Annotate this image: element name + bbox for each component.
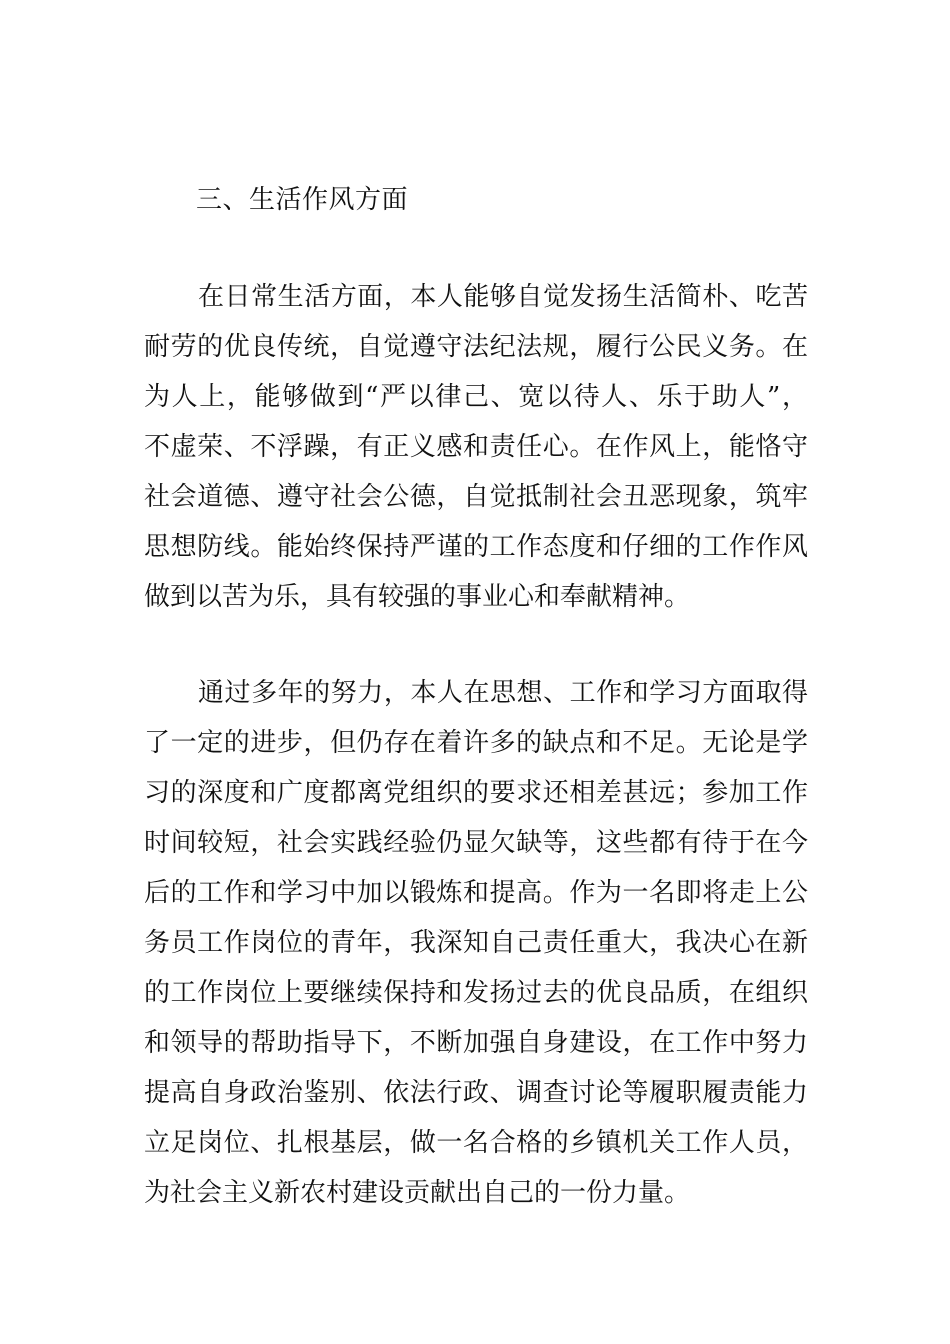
- paragraph-line: 思想防线。能始终保持严谨的工作态度和仔细的工作作风: [144, 532, 808, 562]
- paragraph-summary: [144, 668, 808, 1218]
- paragraph-line: 习的深度和广度都离党组织的要求还相差甚远；参加工作: [144, 778, 808, 808]
- paragraph-line: 和领导的帮助指导下，不断加强自身建设，在工作中努力: [144, 1028, 808, 1058]
- paragraph-line: 立足岗位、扎根基层，做一名合格的乡镇机关工作人员，: [144, 1128, 808, 1158]
- paragraph-line: 为社会主义新农村建设贡献出自己的一份力量。: [144, 1178, 691, 1208]
- paragraph-line: 耐劳的优良传统，自觉遵守法纪法规，履行公民义务。在: [144, 332, 808, 362]
- paragraph-line: 务员工作岗位的青年，我深知自己责任重大，我决心在新: [144, 928, 808, 958]
- paragraph-line: 后的工作和学习中加以锻炼和提高。作为一名即将走上公: [144, 878, 808, 908]
- paragraph-line: 在日常生活方面，本人能够自觉发扬生活简朴、吃苦: [198, 282, 808, 312]
- paragraph-line: 提高自身政治鉴别、依法行政、调查讨论等履职履责能力: [144, 1078, 808, 1108]
- paragraph-line: 了一定的进步，但仍存在着许多的缺点和不足。无论是学: [144, 728, 808, 758]
- paragraph-line: 为人上，能够做到“严以律己、宽以待人、乐于助人”，: [144, 382, 808, 412]
- paragraph-line: 社会道德、遵守社会公德，自觉抵制社会丑恶现象，筑牢: [144, 482, 808, 512]
- paragraph-line: 做到以苦为乐，具有较强的事业心和奉献精神。: [144, 582, 691, 612]
- paragraph-lifestyle: [144, 272, 808, 622]
- paragraph-line: 时间较短，社会实践经验仍显欠缺等，这些都有待于在今: [144, 828, 808, 858]
- paragraph-line: 的工作岗位上要继续保持和发扬过去的优良品质，在组织: [144, 978, 808, 1008]
- paragraph-line: 通过多年的努力，本人在思想、工作和学习方面取得: [198, 678, 808, 708]
- paragraph-line: 不虚荣、不浮躁，有正义感和责任心。在作风上，能恪守: [144, 432, 808, 462]
- section-heading: 三、生活作风方面: [196, 185, 409, 215]
